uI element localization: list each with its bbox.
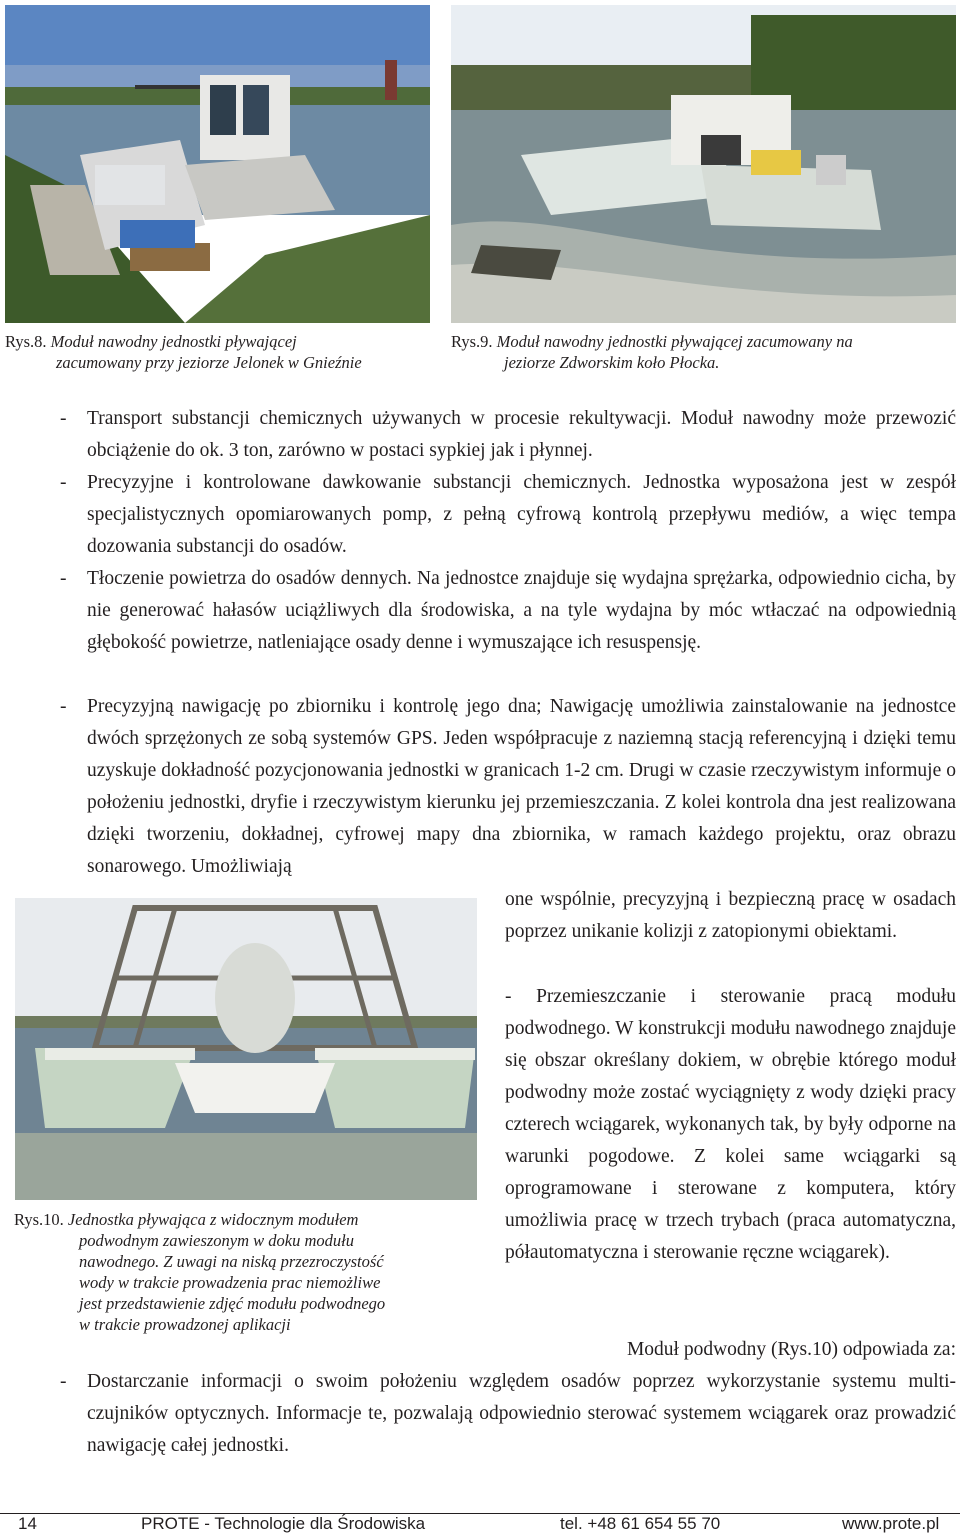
caption-rys9-line2: jeziorze Zdworskim koło Płocka. [504,353,720,372]
page-footer [0,1503,960,1538]
caption-rys8-line1: Rys.8. Moduł nawodny jednostki pływającej [5,332,297,351]
bullet-transport [60,403,956,467]
caption-rys9-line1: Rys.9. Moduł nawodny jednostki pływającej zacumowany na [451,332,853,351]
bullet-dash: - [60,1371,67,1392]
photo-rys10 [15,898,477,1200]
bullet-przemieszczanie: - Przemieszczanie i sterowanie pracą modułu podwodnego. W konstrukcji modułu nawodnego znajduje się obszar określany dokiem, w obrębie którego moduł podwodny może zostać wyciągnięty z wody dzięki pracy czterech wciągarek, wykonanych tak, by były odporne na warunki pogodowe. Z kolei same wciągarki są oprogramowane i sterowane z komputera, który umożliwia pracę w trzech trybach (praca automatyczna, półautomatyczna i sterowanie ręczne wciągarek). [505,986,956,1263]
caption-rys10-line5: jest przedstawienie zdjęć modułu podwodnego [79,1294,386,1313]
caption-rys10-label: Rys.10. [14,1210,64,1229]
modul-podwodny-intro: Moduł podwodny (Rys.10) odpowiada za: [626,1339,956,1360]
photo-rys8 [5,5,430,323]
caption-rys10-line1: Rys.10. Jednostka pływająca z widocznym modułem [14,1210,359,1229]
bullet-dostarczanie [60,1366,956,1462]
nawigacja-continuation: one wspólnie, precyzyjną i bezpieczną pracę w osadach poprzez unikanie kolizji z zatopionymi obiektami. [505,889,956,942]
bullet-nawigacja-text: Precyzyjną nawigację po zbiorniku i kontrolę jego dna; Nawigację umożliwia zainstalowanie na jednostce dwóch sprzężonych ze sobą systemów GPS. Jeden współpracuje z naziemną stacją referencyjną i dzięki temu uzyskuje dokładność pozycjonowania jednostki w granicach 1-2 cm. Drugi w czasie rzeczywistym informuje o położeniu jednostki, dryfie i rzeczywistym kierunku jej przemieszczania. Z kolei kontrola dna jest realizowana dzięki tworzeniu, dokładnej, cyfrowej mapy dna zbiornika, w ramach każdego projektu, oraz obrazu sonarowego. Umożliwiają [87,696,956,877]
caption-rys8-label: Rys.8. [5,332,47,351]
bullet-transport-text: Transport substancji chemicznych używanych w procesie rekultywacji. Moduł nawodny może przewozić obciążenie do ok. 3 ton, zarówno w postaci sypkiej jak i płynnej. [87,408,956,461]
bullet-dash: - [60,472,67,493]
footer-company: PROTE - Technologie dla Środowiska [141,1514,426,1533]
bullet-dostarczanie-text: Dostarczanie informacji o swoim położeniu względem osadów poprzez wykorzystanie systemu multi-czujników optycznych. Informacje te, pozwalają odpowiednio sterować systemem wciągarek oraz prowadzić nawigację całej jednostki. [87,1371,956,1456]
bullet-dash: - [60,568,67,589]
caption-rys10-line6: w trakcie prowadzonej aplikacji [79,1315,291,1334]
caption-rys9 [451,331,956,373]
caption-rys10-line3: nawodnego. Z uwagi na niską przezroczystość [79,1252,384,1271]
footer-phone: tel. +48 61 654 55 70 [560,1514,721,1533]
bullet-dash: - [60,696,67,717]
bullet-tloczenie [60,563,956,659]
caption-rys9-label: Rys.9. [451,332,493,351]
bullet-dawkowanie [60,467,956,563]
bullet-tloczenie-text: Tłoczenie powietrza do osadów dennych. Na jednostce znajduje się wydajna sprężarka, odpowiednio cicha, by nie generować hałasów uciążliwych dla środowiska, a na tyle wydajna by móc wtłaczać na odpowiednią głębokość powietrze, natleniające osady denne i wymuszające ich resuspensję. [87,568,956,653]
caption-rys10-line2: podwodnym zawieszonym w doku modułu [79,1231,354,1250]
bullet-dawkowanie-text: Precyzyjne i kontrolowane dawkowanie substancji chemicznych. Jednostka wyposażona jest w zespół specjalistycznych opomiarowanych pomp, z pełną cyfrową kontrolą przepływu mediów, a więc tempa dozowania substancji do osadów. [87,472,956,557]
photo-rys9 [451,5,956,323]
bullet-dash: - [60,408,67,429]
caption-rys8 [5,331,435,373]
caption-rys10 [14,1209,474,1335]
page-number: 14 [18,1514,37,1533]
caption-rys10-line4: wody w trakcie prowadzenia prac niemożliwe [79,1273,381,1292]
caption-rys8-line2: zacumowany przy jeziorze Jelonek w Gnieźnie [56,353,362,372]
bullet-nawigacja [60,691,956,883]
footer-website[interactable]: www.prote.pl [842,1514,940,1533]
